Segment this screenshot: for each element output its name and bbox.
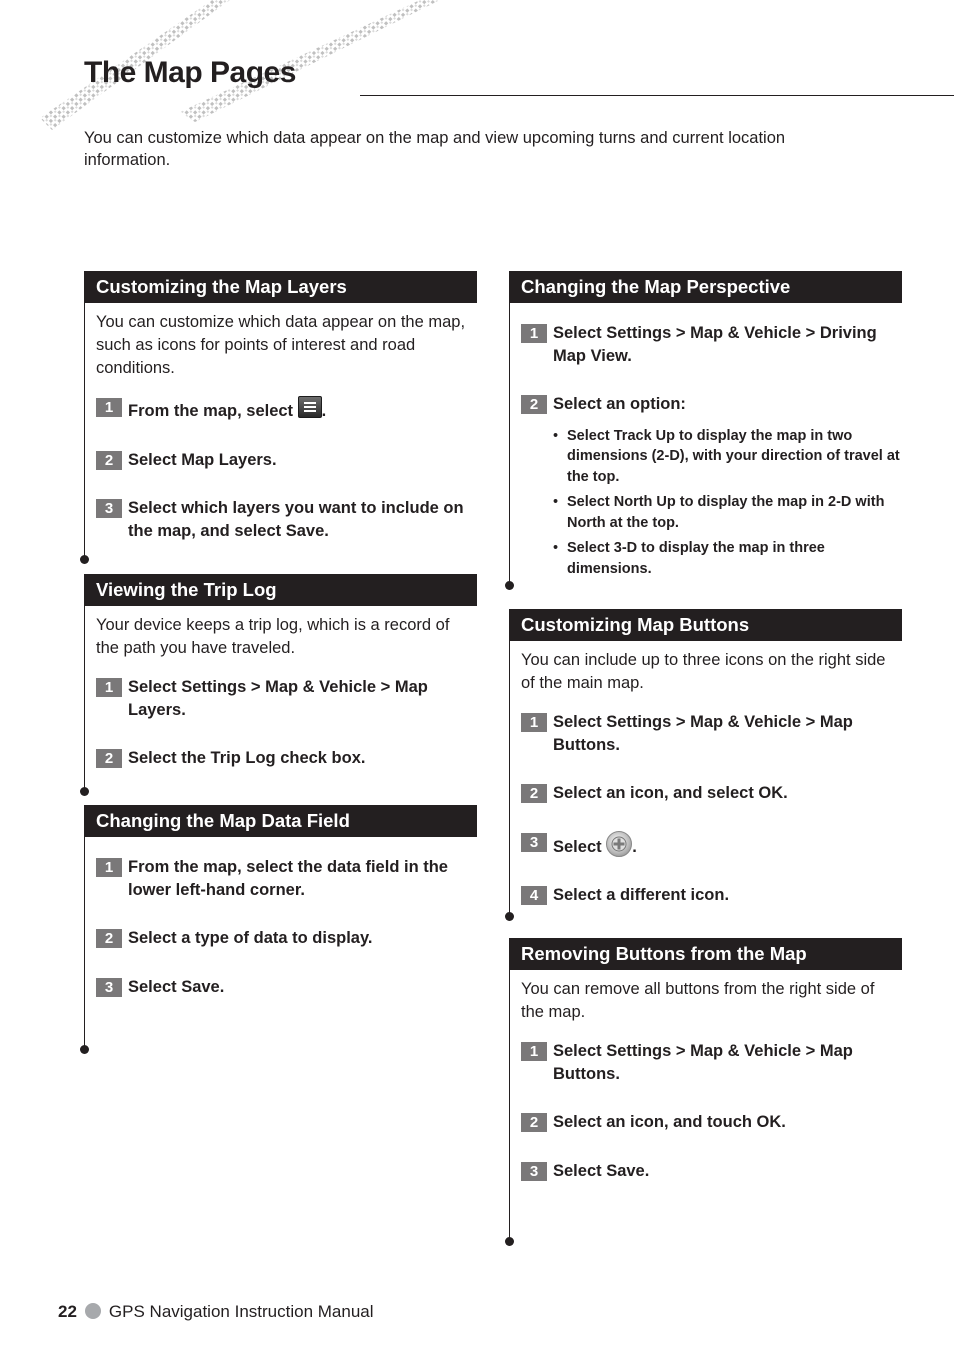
section-heading: Removing Buttons from the Map	[509, 938, 902, 970]
step-item	[521, 831, 901, 859]
step-text: Select Settings > Map & Vehicle > Driving Map View.	[553, 324, 877, 365]
menu-icon	[298, 396, 322, 418]
step-item	[96, 449, 476, 472]
option-term: 3-D	[613, 540, 638, 556]
option-text: to display the map in 2-D with North at the top.	[567, 494, 885, 531]
step-text: Select an icon, and touch OK.	[553, 1113, 786, 1131]
step-number: 3	[96, 499, 122, 518]
step-text: Select the Trip Log check box.	[128, 749, 366, 767]
step-number: 1	[96, 398, 122, 417]
section-intro: Your device keeps a trip log, which is a record of the path you have traveled.	[96, 616, 450, 657]
step-item	[96, 927, 476, 950]
step-item	[521, 322, 901, 367]
option-term: North Up	[613, 494, 676, 510]
step-number: 3	[521, 1162, 547, 1181]
step-number: 2	[521, 395, 547, 414]
page-title: The Map Pages	[84, 56, 296, 89]
step-number: 1	[521, 324, 547, 343]
step-number: 2	[96, 749, 122, 768]
step-text: Select which layers you want to include on the map, and select Save.	[128, 499, 464, 540]
option-text: Select	[567, 494, 614, 510]
step-item	[96, 396, 476, 423]
option-text: Select	[567, 427, 614, 444]
step-text: From the map, select	[128, 402, 294, 420]
step-item	[96, 676, 476, 721]
section-intro: You can customize which data appear on the map, such as icons for points of interest and road conditions.	[96, 313, 466, 377]
footer-dot	[85, 1303, 101, 1319]
option-text: Select	[567, 540, 614, 556]
step-text: Select an option:	[553, 395, 686, 413]
section-heading: Customizing Map Buttons	[509, 609, 902, 641]
step-item	[521, 1160, 901, 1183]
step-text: Select Settings > Map & Vehicle > Map Layers.	[128, 678, 428, 719]
section-end-dot	[80, 555, 89, 564]
page-intro: You can customize which data appear on the map and view upcoming turns and current location information.	[84, 129, 786, 169]
step-number: 3	[96, 978, 122, 997]
step-number: 2	[521, 1113, 547, 1132]
step-item	[521, 1040, 901, 1085]
step-item	[521, 711, 901, 756]
section-intro: You can include up to three icons on the right side of the main map.	[521, 651, 886, 692]
step-text: Select	[553, 837, 602, 856]
step-number: 2	[96, 451, 122, 470]
step-item	[521, 1111, 901, 1134]
option-term: Track Up	[613, 427, 675, 444]
step-number: 1	[521, 1042, 547, 1061]
section-map-buttons	[509, 609, 902, 907]
option-item	[553, 492, 901, 533]
option-text: to display the map in two dimensions (2-D), with your direction of travel at the top.	[567, 427, 900, 485]
step-number: 2	[96, 929, 122, 948]
step-item	[521, 393, 901, 416]
step-item	[521, 884, 901, 907]
step-text: Select a different icon.	[553, 886, 730, 904]
section-heading: Changing the Map Perspective	[509, 271, 902, 303]
step-number: 4	[521, 886, 547, 905]
step-text: Select Settings > Map & Vehicle > Map Buttons.	[553, 713, 853, 754]
page-footer	[58, 1301, 374, 1323]
step-number: 1	[521, 713, 547, 732]
step-suffix: .	[321, 402, 327, 420]
manual-title: GPS Navigation Instruction Manual	[108, 1302, 374, 1321]
step-text: Select a type of data to display.	[128, 929, 373, 947]
bullet: •	[553, 427, 559, 444]
section-heading: Customizing the Map Layers	[84, 271, 477, 303]
section-heading: Viewing the Trip Log	[84, 574, 477, 606]
title-rule	[360, 95, 954, 96]
step-item	[96, 976, 476, 999]
section-end-dot	[80, 787, 89, 796]
step-item	[96, 747, 476, 770]
add-button-icon	[606, 831, 632, 857]
step-text: Select Settings > Map & Vehicle > Map Buttons.	[553, 1042, 853, 1083]
section-remove-buttons	[509, 938, 902, 1182]
section-intro: You can remove all buttons from the right side of the map.	[521, 980, 875, 1021]
section-end-dot	[505, 1237, 514, 1246]
step-number: 2	[521, 784, 547, 803]
option-list	[553, 426, 901, 580]
bullet: •	[553, 540, 559, 556]
step-item	[96, 856, 476, 901]
step-item	[96, 497, 476, 542]
section-end-dot	[505, 912, 514, 921]
step-suffix: .	[632, 837, 637, 856]
step-text: Select an icon, and select OK.	[553, 784, 788, 802]
step-text: Select Save.	[553, 1161, 650, 1180]
step-text: Select Save.	[128, 977, 225, 996]
step-number: 3	[521, 833, 547, 852]
option-text: to display the map in three dimensions.	[567, 540, 825, 577]
step-number: 1	[96, 858, 122, 877]
page-number: 22	[58, 1302, 77, 1321]
section-end-dot	[80, 1045, 89, 1054]
step-text: From the map, select the data field in the lower left-hand corner.	[128, 858, 448, 899]
section-map-layers	[84, 271, 477, 542]
section-perspective	[509, 271, 902, 584]
section-trip-log	[84, 574, 477, 770]
step-item	[521, 782, 901, 805]
section-data-field	[84, 805, 477, 998]
bullet: •	[553, 494, 559, 510]
option-item	[553, 538, 901, 579]
section-heading: Changing the Map Data Field	[84, 805, 477, 837]
step-number: 1	[96, 678, 122, 697]
option-item	[553, 426, 901, 488]
step-text: Select Map Layers.	[128, 450, 277, 469]
